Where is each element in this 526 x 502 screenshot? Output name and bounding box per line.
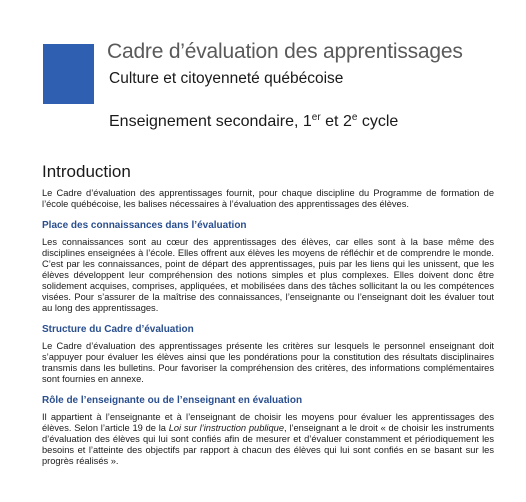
law-title: Loi sur l’instruction publique — [168, 423, 285, 433]
introduction-heading: Introduction — [42, 162, 131, 181]
section-heading-teacher-role: Rôle de l’enseignante ou de l’enseignant en évaluation — [42, 395, 303, 406]
teacher-role-text-end: , l’enseignant a le droit « de choisir les instruments d’évaluation des élèves qui lui sont confiés afin de mesurer et d’évaluer constamment et périodiquement les besoins et l’atteinte des objectifs par rapport à chacun des élèves qui lui sont confiés en se basant sur les progrès réalisés ». — [42, 423, 494, 466]
teacher-role-text-start: Il appartient à l’enseignante et à l’enseignant de choisir les moyens pour évaluer les apprentissages des élèves. Selon l’article 19 de la — [42, 412, 494, 433]
section-paragraph-structure: Le Cadre d’évaluation des apprentissages présente les critères sur lesquels le personnel enseignant doit s’appuyer pour évaluer les élèves ainsi que les pondérations pour la constitution des résultats disciplinaires transmis dans les bulletins. Pour favoriser la compréhension des critères, des informations complémentaires sont fournies en annexe. — [42, 341, 494, 384]
section-heading-structure: Structure du Cadre d’évaluation — [42, 324, 194, 335]
introduction-paragraph: Le Cadre d’évaluation des apprentissages fournit, pour chaque discipline du Programme de formation de l’école québécoise, les balises nécessaires à l’évaluation des apprentissages des élèves. — [42, 188, 494, 209]
level-suffix: cycle — [357, 113, 399, 130]
section-paragraph-knowledge: Les connaissances sont au cœur des apprentissages des élèves, car elles sont à la base même des disciplines enseignées à l’école. Elles offrent aux élèves les moyens de réfléchir et de comprendre le monde. C’est par les connaissances, point de départ des apprentissages, puis par les liens qui les unissent, que les élèves développent leur compréhension des notions simples et plus complexes. Elles doivent donc être solidement acquises, comprises, appliquées, et mobilisées dans des tâches sollicitant la ou les compétences visées. Pour s’assurer de la maîtrise des connaissances, l’enseignante ou l’enseignant doit les évaluer tout au long des apprentissages. — [42, 237, 494, 313]
section-paragraph-teacher-role — [42, 412, 494, 467]
level-superscript-first: er — [311, 112, 321, 123]
document-title: Cadre d’évaluation des apprentissages — [107, 40, 463, 63]
document-body — [42, 162, 494, 477]
level-superscript-second: e — [351, 112, 358, 123]
level-prefix: Enseignement secondaire, 1 — [109, 113, 312, 130]
section-heading-knowledge: Place des connaissances dans l’évaluation — [42, 220, 247, 231]
level-middle: et 2 — [320, 113, 352, 130]
education-level — [109, 113, 398, 131]
document-subtitle: Culture et citoyenneté québécoise — [109, 70, 344, 87]
brand-color-block — [43, 44, 94, 104]
